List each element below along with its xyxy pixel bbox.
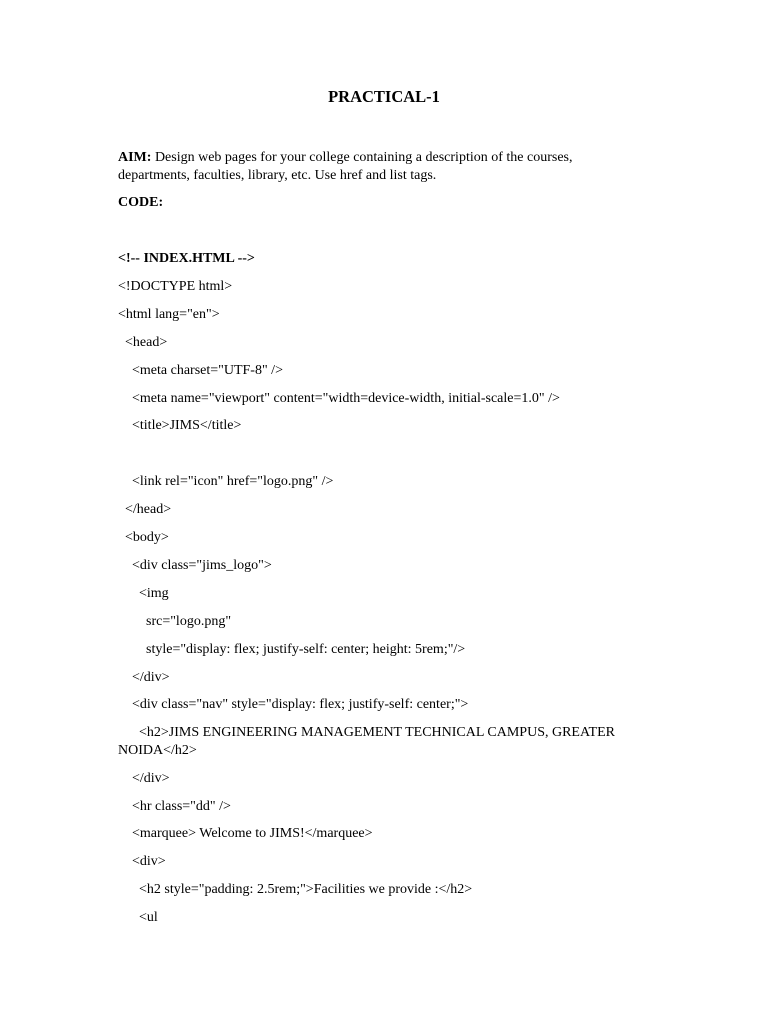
code-line: <link rel="icon" href="logo.png" /> — [118, 474, 334, 489]
code-line: src="logo.png" — [118, 614, 232, 629]
code-line: <marquee> Welcome to JIMS!</marquee> — [118, 826, 373, 841]
code-line: <!-- INDEX.HTML --> — [118, 251, 255, 266]
code-line: <html lang="en"> — [118, 307, 220, 322]
code-line: <head> — [118, 335, 168, 350]
code-line: <h2>JIMS ENGINEERING MANAGEMENT TECHNICAL CAMPUS, GREATER NOIDA</h2> — [118, 725, 619, 758]
code-line: <div class="nav" style="display: flex; justify-self: center;"> — [118, 697, 469, 712]
code-line: style="display: flex; justify-self: center; height: 5rem;"/> — [118, 642, 466, 657]
code-line: </head> — [118, 502, 172, 517]
code-line: <ul — [118, 910, 158, 925]
code-line: <h2 style="padding: 2.5rem;">Facilities we provide :</h2> — [118, 882, 473, 897]
code-line: <hr class="dd" /> — [118, 799, 231, 814]
code-label: CODE: — [118, 195, 164, 210]
code-line: <title>JIMS</title> — [118, 418, 242, 433]
page-title: PRACTICAL-1 — [328, 87, 440, 106]
code-line: <body> — [118, 530, 169, 545]
code-line: <div class="jims_logo"> — [118, 558, 272, 573]
code-line: <meta name="viewport" content="width=device-width, initial-scale=1.0" /> — [118, 391, 560, 406]
code-line: <meta charset="UTF-8" /> — [118, 363, 283, 378]
code-line: </div> — [118, 771, 170, 786]
code-line: <div> — [118, 854, 166, 869]
aim-text: Design web pages for your college containing a description of the courses, departments, faculties, library, etc. Use href and list tags. — [118, 150, 573, 183]
aim-label: AIM: — [118, 150, 152, 165]
code-line: <!DOCTYPE html> — [118, 279, 233, 294]
aim-paragraph — [118, 149, 638, 185]
code-line: <img — [118, 586, 169, 601]
code-line: </div> — [118, 670, 170, 685]
